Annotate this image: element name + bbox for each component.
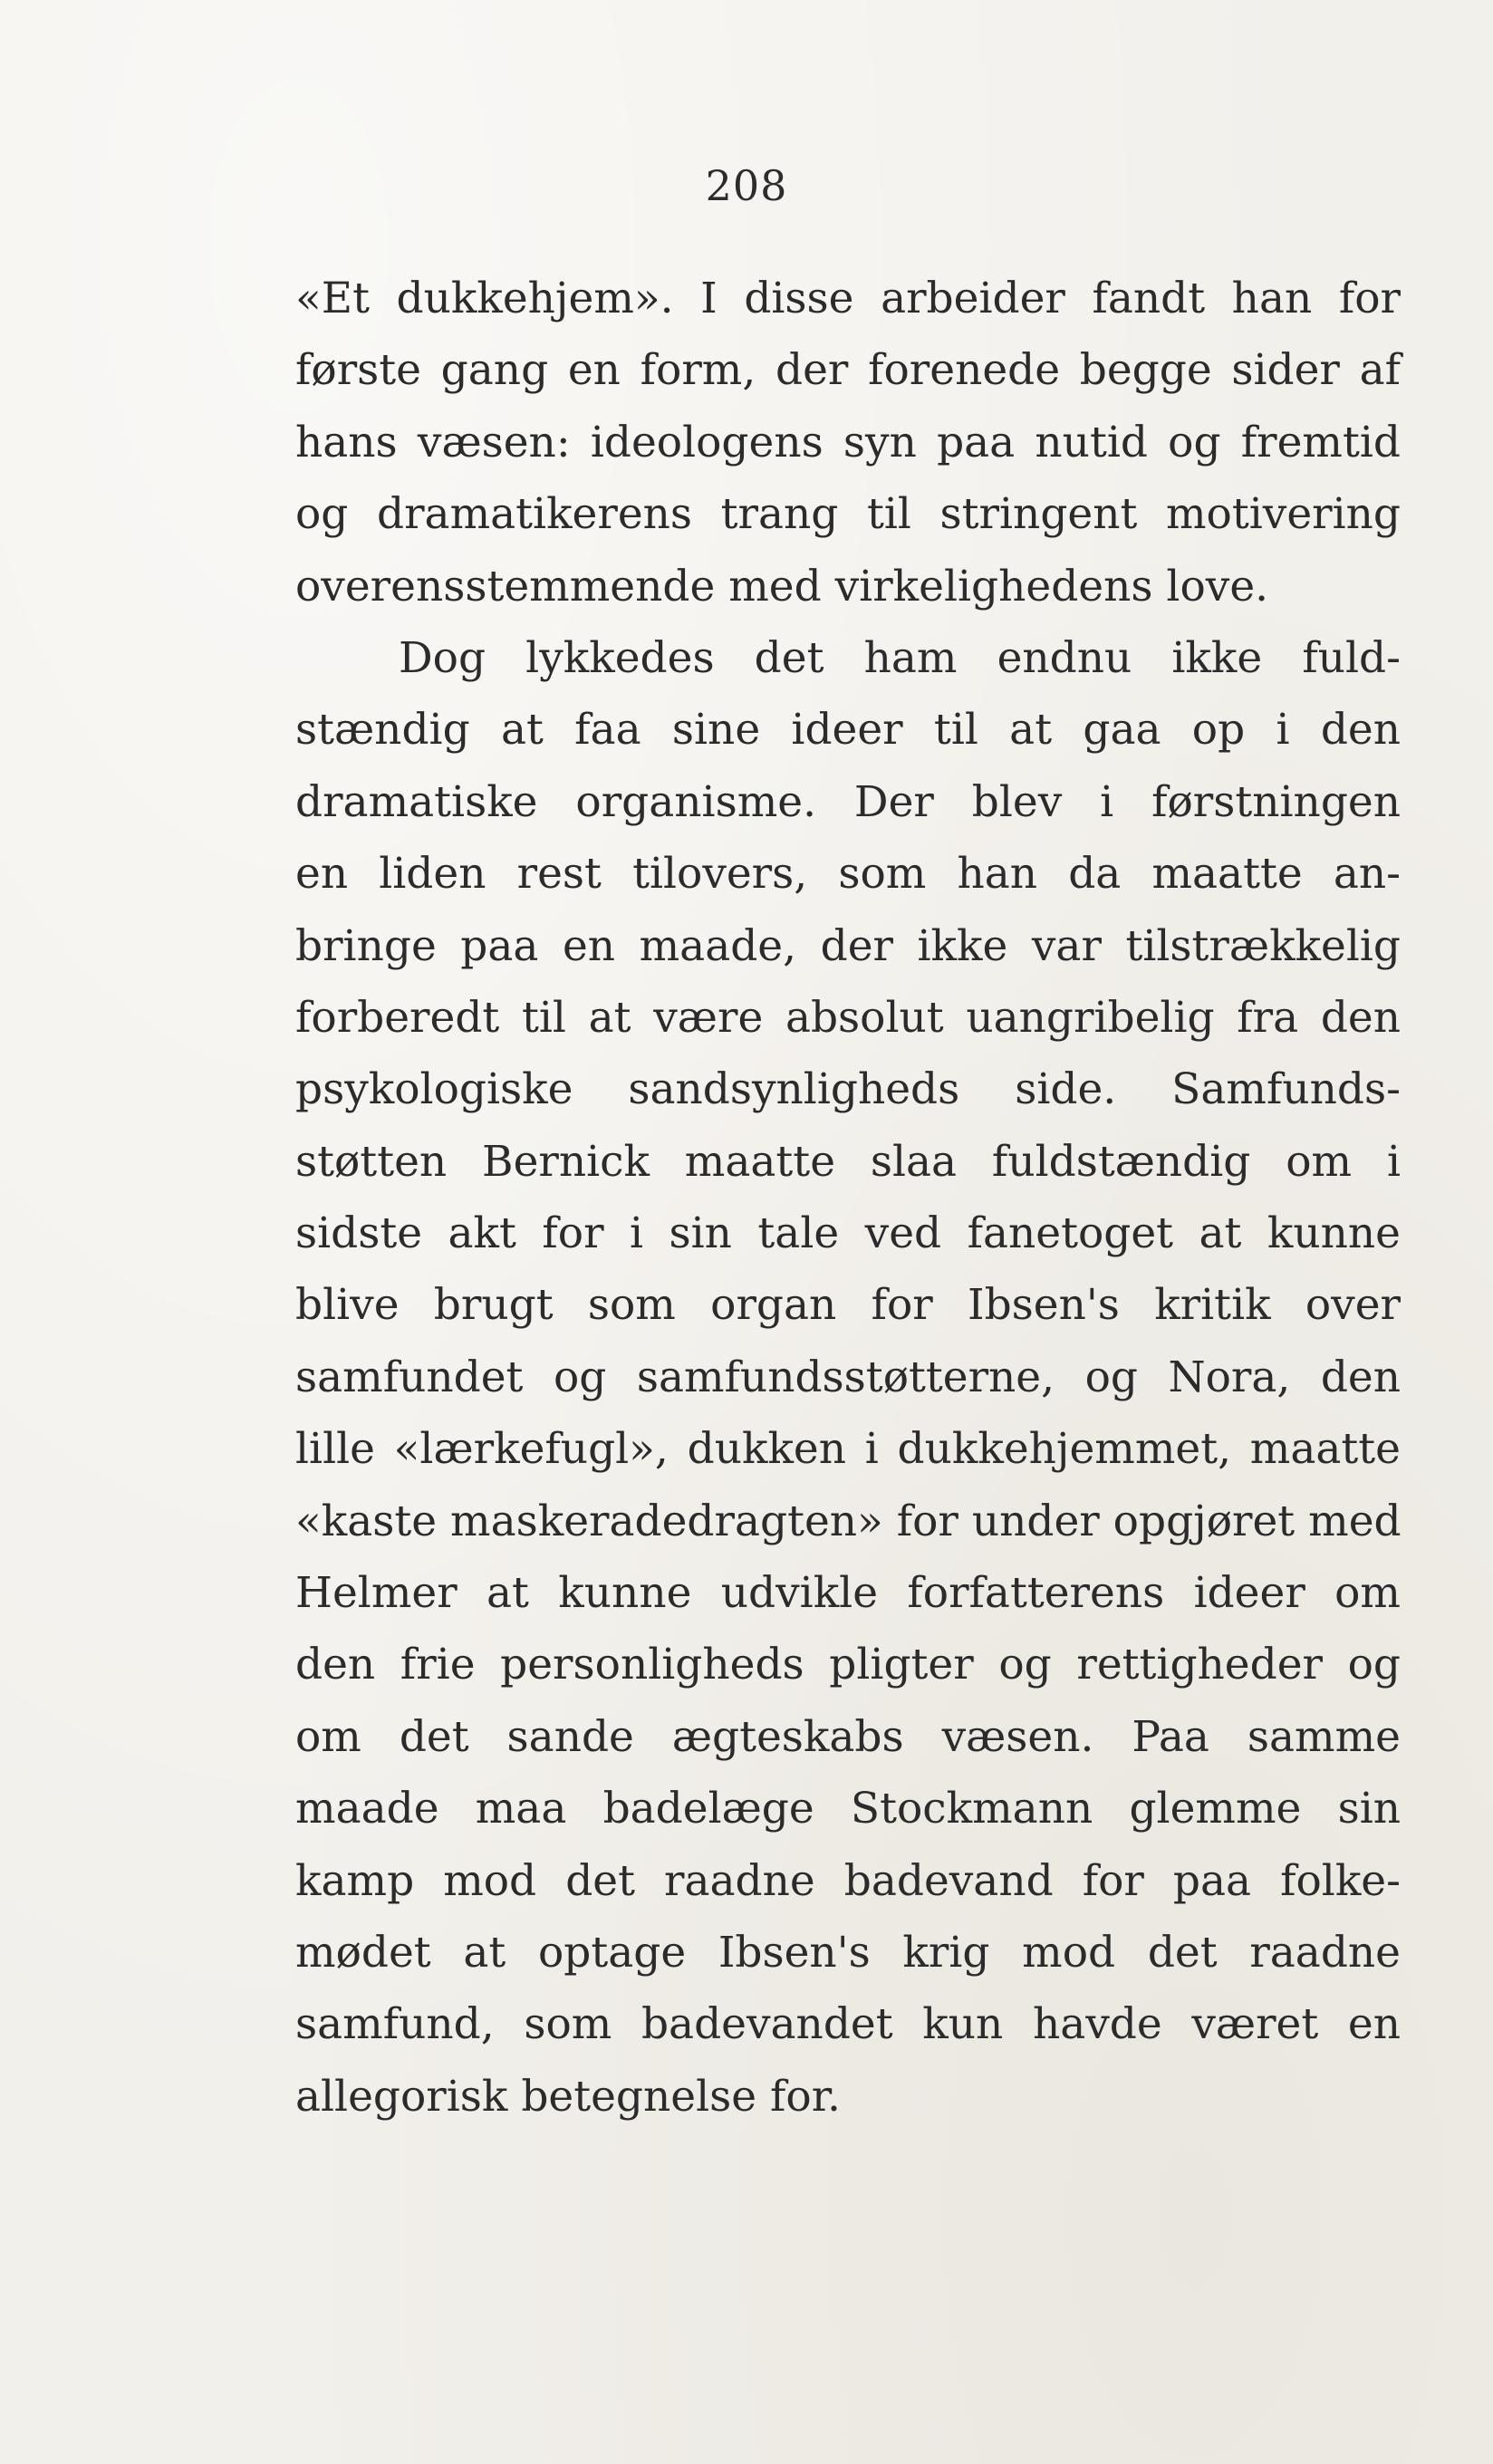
text-line: psykologiske sandsynligheds side. Samfunds- xyxy=(295,1064,1401,1115)
text-line: Helmer at kunne udvikle forfatterens ideer om xyxy=(295,1568,1401,1619)
text-line: «Et dukkehjem». I disse arbeider fandt han for xyxy=(295,274,1401,323)
text-line: støtten Bernick maatte slaa fuldstændig om i xyxy=(295,1136,1401,1187)
text-line: en liden rest tilovers, som han da maatte an- xyxy=(295,849,1401,900)
text-line: hans væsen: ideologens syn paa nutid og fremtid xyxy=(295,417,1401,467)
text-line: bringe paa en maade, der ikke var tilstrækkelig xyxy=(295,920,1401,971)
text-line: samfundet og samfundsstøtterne, og Nora, den xyxy=(295,1352,1401,1402)
text-line: forberedt til at være absolut uangribelig fra den xyxy=(295,992,1401,1043)
text-line: allegorisk betegnelse for. xyxy=(295,2071,841,2122)
text-line: blive brugt som organ for Ibsen's kritik over xyxy=(295,1280,1401,1331)
text-line: og dramatikerens trang til stringent motivering xyxy=(295,489,1401,540)
text-line: mødet at optage Ibsen's krig mod det raadne xyxy=(295,1927,1401,1978)
text-line: dramatiske organisme. Der blev i førstningen xyxy=(295,776,1401,827)
body-text xyxy=(295,263,1401,2132)
text-line: Dog lykkedes det ham endnu ikke fuld- xyxy=(399,632,1401,683)
text-line: den frie personligheds pligter og rettigheder og xyxy=(295,1640,1401,1690)
text-line: lille «lærkefugl», dukken i dukkehjemmet, maatte xyxy=(295,1424,1401,1475)
text-line: første gang en form, der forenede begge sider af xyxy=(295,345,1401,396)
text-line: samfund, som badevandet kun havde været en xyxy=(295,1999,1401,2050)
text-line: sidste akt for i sin tale ved fanetoget at kunne xyxy=(295,1208,1401,1259)
text-line: stændig at faa sine ideer til at gaa op i den xyxy=(295,705,1401,756)
text-line: maade maa badelæge Stockmann glemme sin xyxy=(295,1784,1401,1834)
page-number: 208 xyxy=(705,161,788,210)
text-line: kamp mod det raadne badevand for paa folke- xyxy=(295,1855,1401,1906)
text-line: «kaste maskeradedragten» for under opgjøret med xyxy=(295,1496,1401,1546)
text-line: overensstemmende med virkelighedens love. xyxy=(295,561,1269,611)
text-line: om det sande ægteskabs væsen. Paa samme xyxy=(295,1711,1401,1762)
